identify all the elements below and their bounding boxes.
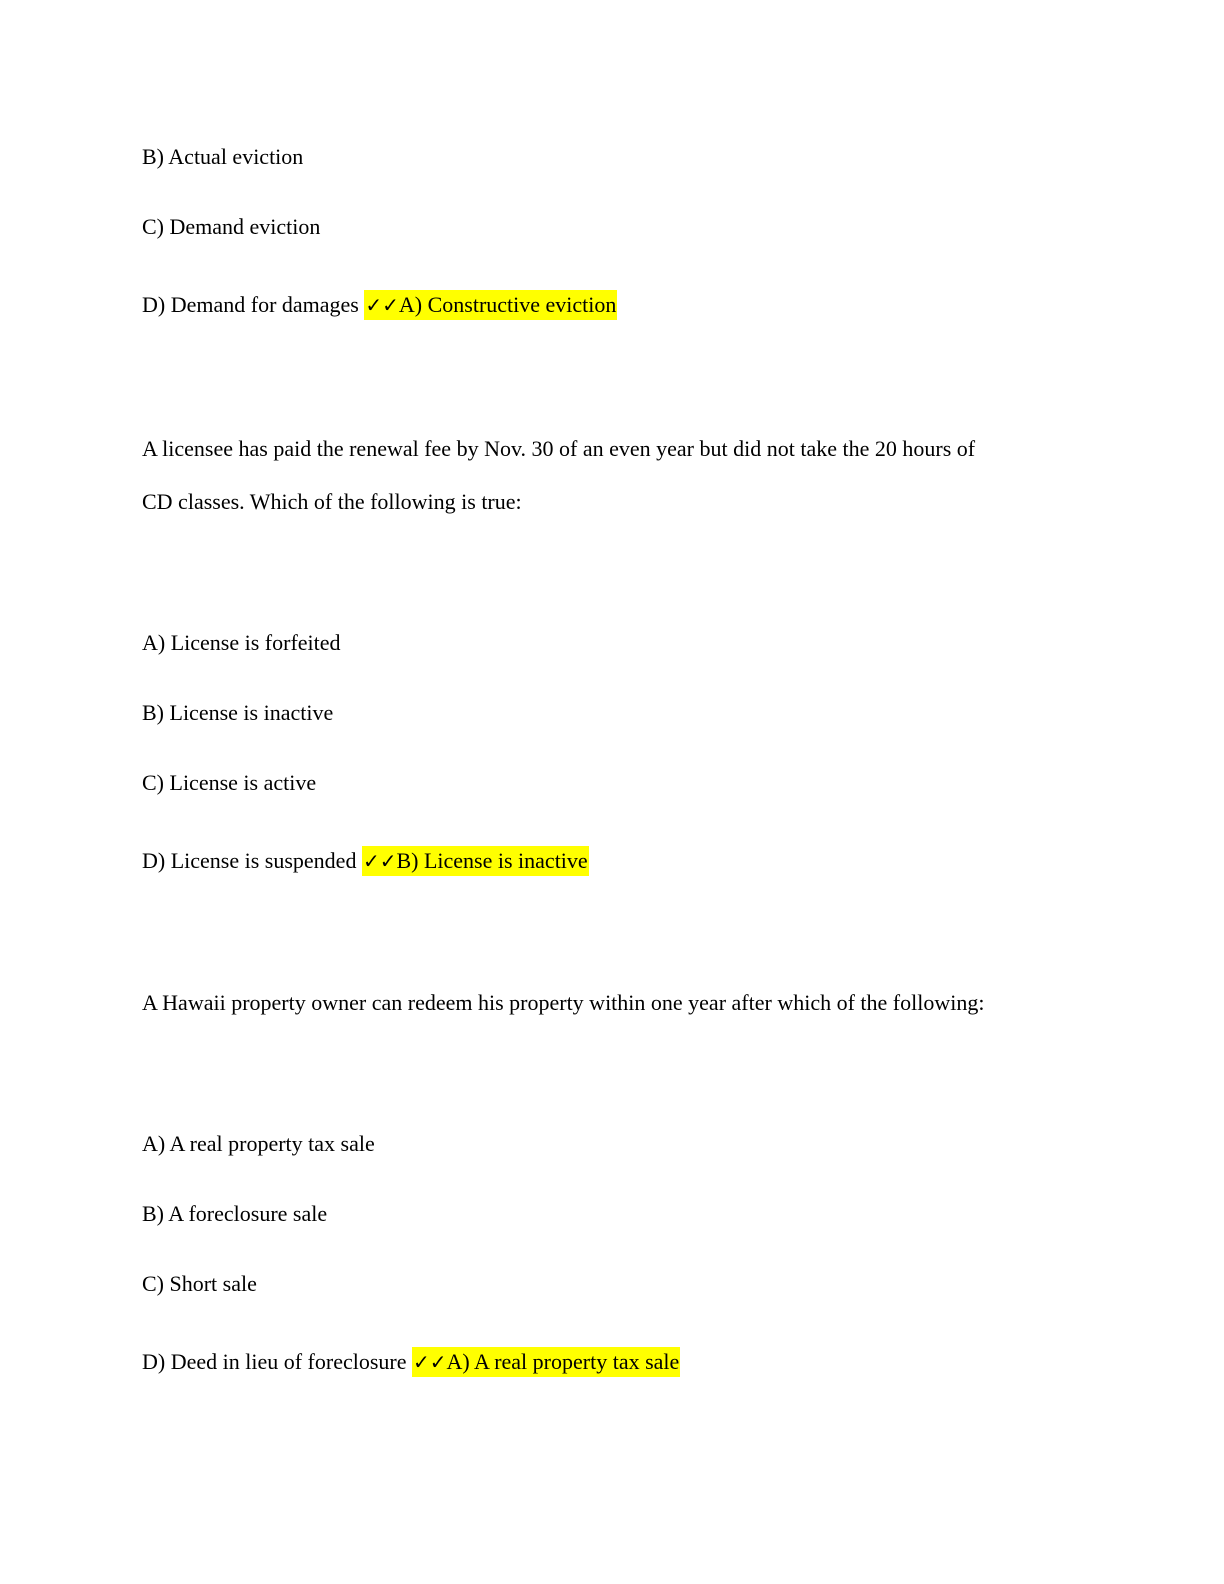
q1-option-c: C) Demand eviction	[142, 214, 321, 239]
q1-answer: A) Constructive eviction	[398, 292, 617, 317]
q2-question-line-1: A licensee has paid the renewal fee by Nov. 30 of an even year but did not take the 20 hours of	[142, 436, 976, 461]
q2-option-d-row	[142, 846, 589, 876]
q2-option-d: D) License is suspended	[142, 848, 357, 873]
q1-option-d: D) Demand for damages	[142, 292, 359, 317]
q1-option-d-row	[142, 290, 617, 320]
q2-answer-highlight	[362, 846, 589, 876]
q3-answer-highlight	[412, 1347, 680, 1377]
q3-answer: A) A real property tax sale	[446, 1349, 680, 1374]
q1-option-b: B) Actual eviction	[142, 144, 304, 169]
q2-option-c: C) License is active	[142, 770, 317, 795]
q3-option-d: D) Deed in lieu of foreclosure	[142, 1349, 407, 1374]
q2-question-line-2: CD classes. Which of the following is true:	[142, 489, 522, 514]
double-check-icon: ✓✓	[362, 849, 397, 873]
q3-option-d-row	[142, 1347, 680, 1377]
double-check-icon: ✓✓	[413, 1350, 447, 1374]
q3-question-line-1: A Hawaii property owner can redeem his property within one year after which of the following:	[142, 990, 985, 1015]
double-check-icon: ✓✓	[365, 293, 399, 317]
q3-option-b: B) A foreclosure sale	[142, 1201, 328, 1226]
q1-answer-highlight	[364, 290, 617, 320]
q2-option-a: A) License is forfeited	[142, 630, 341, 655]
q3-option-c: C) Short sale	[142, 1271, 257, 1296]
q2-answer: B) License is inactive	[396, 848, 588, 873]
q3-option-a: A) A real property tax sale	[142, 1131, 375, 1156]
q2-option-b: B) License is inactive	[142, 700, 334, 725]
